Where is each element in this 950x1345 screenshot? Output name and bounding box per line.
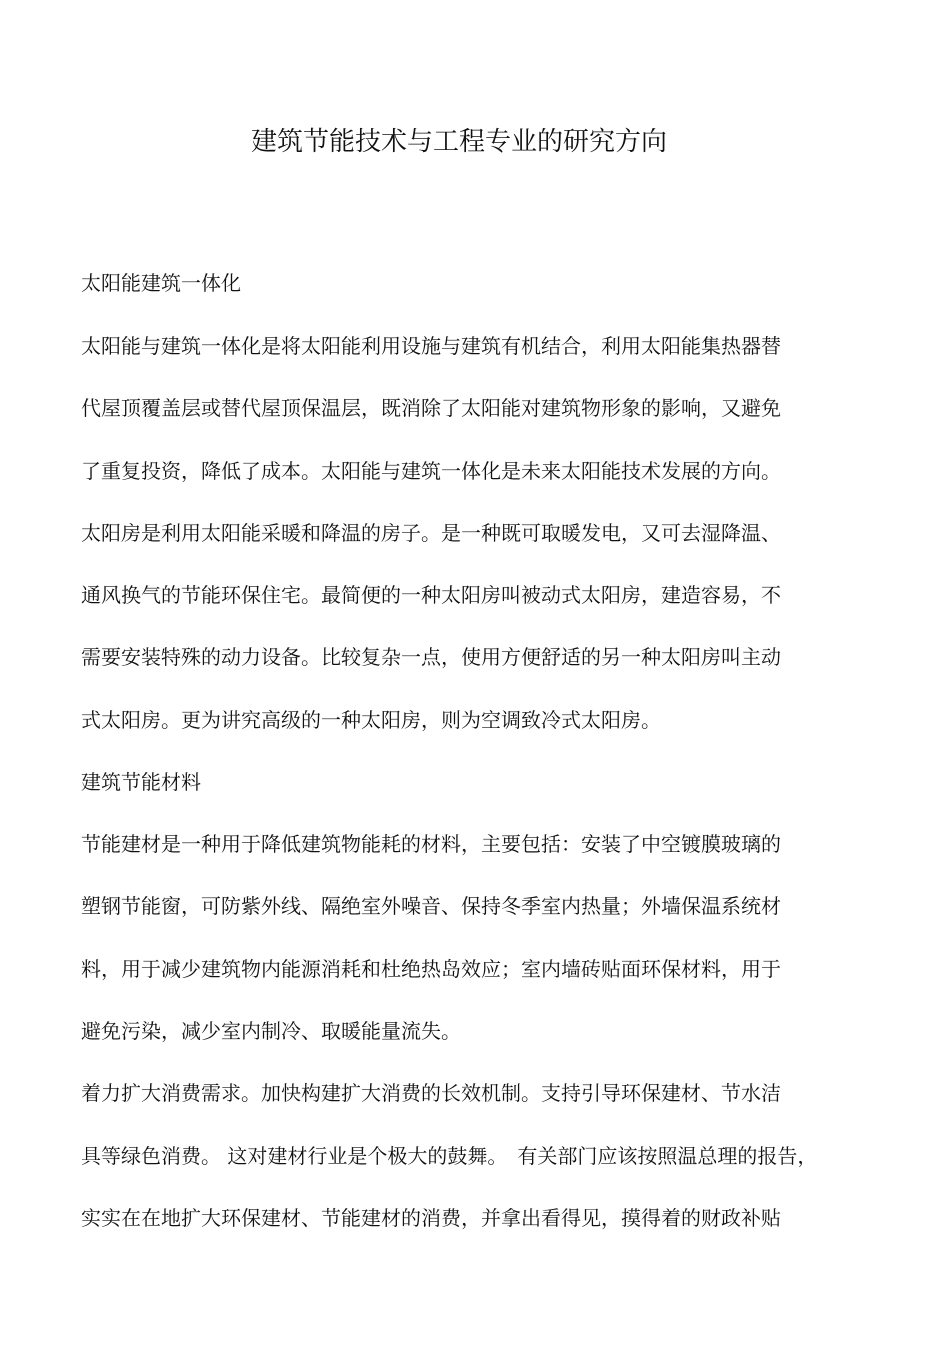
text-line: 塑钢节能窗，可防紫外线、隔绝室外噪音、保持冬季室内热量；外墙保温系统材 [81, 894, 781, 918]
text-line: 实实在在地扩大环保建材、节能建材的消费，并拿出看得见，摸得着的财政补贴 [81, 1206, 781, 1230]
text-line: 太阳房是利用太阳能采暖和降温的房子。是一种既可取暖发电，又可去湿降温、 [81, 521, 781, 545]
text-line: 具等绿色消费。 这对建材行业是个极大的鼓舞。 有关部门应该按照温总理的报告， [81, 1144, 818, 1168]
text-line: 料，用于减少建筑物内能源消耗和杜绝热岛效应；室内墙砖贴面环保材料，用于 [81, 957, 781, 981]
text-line: 着力扩大消费需求。加快构建扩大消费的长效机制。支持引导环保建材、节水洁 [81, 1081, 781, 1105]
text-line: 式太阳房。更为讲究高级的一种太阳房，则为空调致冷式太阳房。 [81, 708, 661, 732]
section-heading-solar-building-integration: 太阳能建筑一体化 [81, 271, 241, 295]
text-line: 太阳能与建筑一体化是将太阳能利用设施与建筑有机结合，利用太阳能集热器替 [81, 334, 781, 358]
text-line: 了重复投资，降低了成本。太阳能与建筑一体化是未来太阳能技术发展的方向。 [81, 459, 781, 483]
text-line: 需要安装特殊的动力设备。比较复杂一点，使用方便舒适的另一种太阳房叫主动 [81, 645, 781, 669]
document-title: 建筑节能技术与工程专业的研究方向 [250, 127, 667, 157]
text-line: 通风换气的节能环保住宅。最简便的一种太阳房叫被动式太阳房，建造容易，不 [81, 583, 781, 607]
text-line: 代屋顶覆盖层或替代屋顶保温层，既消除了太阳能对建筑物形象的影响，又避免 [81, 396, 781, 420]
text-line: 节能建材是一种用于降低建筑物能耗的材料，主要包括：安装了中空镀膜玻璃的 [81, 832, 781, 856]
section-heading-building-energy-materials: 建筑节能材料 [81, 770, 201, 794]
text-line: 避免污染，减少室内制冷、取暖能量流失。 [81, 1019, 461, 1043]
